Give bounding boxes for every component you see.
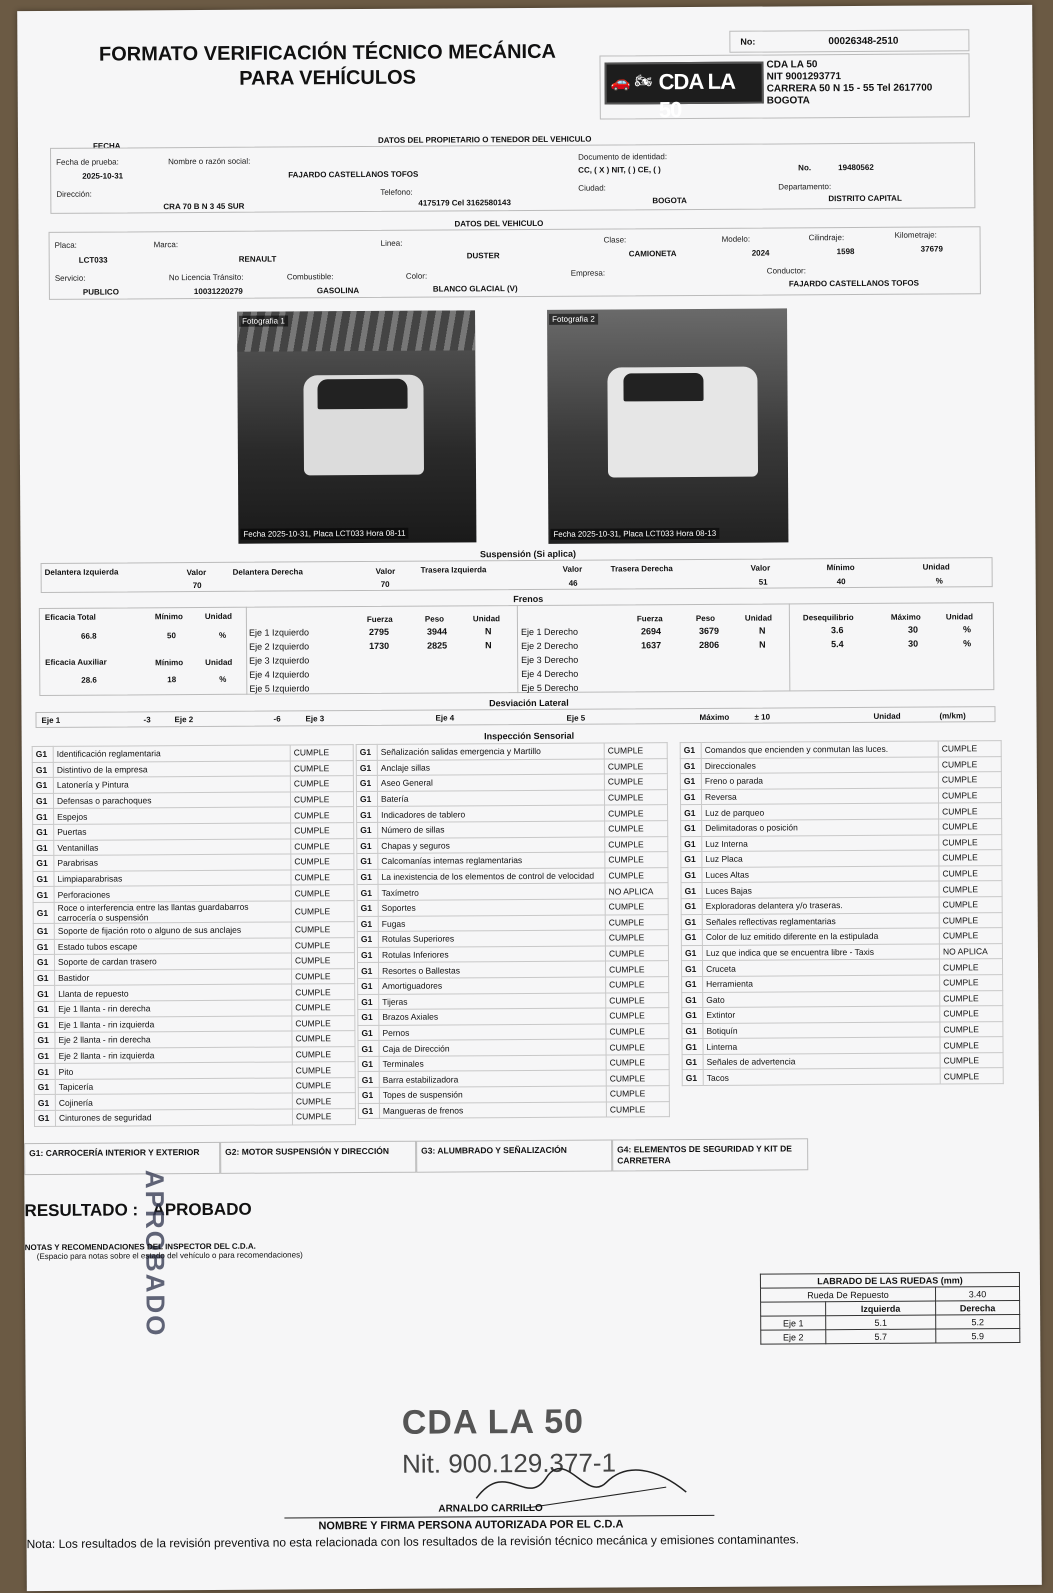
inspection-row bbox=[357, 867, 668, 884]
inspection-g: G1 bbox=[357, 916, 378, 932]
inspection-g: G1 bbox=[34, 1079, 55, 1095]
inspection-row bbox=[358, 1086, 669, 1103]
inspection-g: G1 bbox=[33, 809, 54, 825]
inspection-item: Color de luz emitido diferente en la estipulada bbox=[702, 928, 939, 945]
inspection-row bbox=[357, 805, 668, 822]
group-legend-g3: G3: ALUMBRADO Y SEÑALIZACIÓN bbox=[416, 1140, 612, 1173]
inspection-res: CUMPLE bbox=[940, 975, 1003, 991]
inspection-res: CUMPLE bbox=[605, 867, 668, 883]
inspection-g: G1 bbox=[33, 902, 54, 923]
inspection-form: FORMATO VERIFICACIÓN TÉCNICO MECÁNICA PARA VEHÍCULOS No: 00026348-2510 🚗 🏍 CDA LA 50 CDA LA 50 NIT 9001293771 CARRERA 50 N 15 - 55 Tel 2617700 BOGOTA FECHA DATOS DEL PROPIETARIO O TENEDOR DEL VEHICULO Fecha de prueba: 2025-10-31 Nombre o razón social: FAJARDO CASTELLANOS TOFOS Documento de identidad: CC, ( X ) NIT, ( ) CE, ( ) No. 19480562 Dirección: CRA 70 B N 3 45 SUR Telefono: 4175179 Cel 3162580143 Ciudad: BOGOTA Departamento: DISTRITO CAPITAL DATOS DEL VEHICULO Placa: LCT033 Marca: RENAULT Linea: DUSTER Clase: CAMIONETA Modelo: 2024 Cilindraje: 1598 Kilometraje: 37679 Servicio: PUBLICO No Licencia Tránsito: 10031220279 Combustible: GASOLINA Color: BLANCO GLACIAL (V) Empresa: Conductor: FAJARDO CASTELLANOS TOFOS Fotografia 1 Fecha 2025-10-31, Placa LCT033 Hora 08-11 Fotografia 2 Fecha 2025-10-31, Placa LCT033 Hora 08-13 Suspensión (Si aplica) Delantera Izquierda Valor 70 Delantera Derecha Valor 70 Trasera Izquierda Valor 46 Trasera Derecha Valor 51 Mínimo 40 Unidad % Frenos Eficacia Total Mínimo Unidad 66.8 50 % Eficacia Auxiliar Mínimo Unidad 28.6 18 % Fuerza Peso Unidad Fuerza Peso Unidad Desequilibrio Máximo Unidad Eje 1 Izquierdo 2795 3944 N Eje 2 Izquierdo 1730 2825 N Eje 3 Izquierdo Eje 4 Izquierdo Eje 5 Izquierdo Eje 1 Derecho 2694 3679 N 3.6 30 % Eje 2 Derecho 1637 2806 N 5.4 30 % Eje 3 Derecho Eje 4 Derecho Eje 5 Derecho Desviación Lateral Eje 1 -3 Eje 2 -6 Eje 3 Eje 4 Eje 5 Máximo ± 10 Unidad (m/km) Inspección Sensorial G1 Identificación reglamentaria CUMPLE G1 Distintivo de la empresa CUMPLE G1 Latonería y Pintura CUMPLE G1 Defensas o parachoques CUMPLE G1 Espejos CUMPLE G1 Puertas CUMPLE G1 Ventanillas CUMPLE G1 Parabrisas CUMPLE G1 Limpiaparabrisas CUMPLE G1 Perforaciones CUMPLE G1 Roce o interferencia entre las llantas guardabarros carrocería o suspensión CUMPLE G1 Soporte de fijación roto o alguno de sus anclajes CUMPLE G1 Estado tubos escape CUMPLE G1 Soporte de cardan trasero CUMPLE G1 Bastidor CUMPLE G1 Llanta de repuesto CUMPLE G1 Eje 1 llanta - rin derecha CUMPLE G1 Eje 1 llanta - rin izquierda CUMPLE G1 Eje 2 llanta - rin derecha CUMPLE G1 Eje 2 llanta - rin izquierda CUMPLE G1 Pito CUMPLE G1 Tapicería CUMPLE G1 Cojinería CUMPLE G1 Cinturones de seguridad CUMPLE G1 Señalización salidas emergencia y Martillo CUMPLE G1 Anclaje sillas CUMPLE G1 Aseo General CUMPLE G1 Batería CUMPLE G1 Indicadores de tablero CUMPLE G1 Número de sillas CUMPLE G1 Chapas y seguros CUMPLE G1 Calcomanías internas reglamentarias CUMPLE G1 La inexistencia de los elementos de control de velocidad CUMPLE G1 Taxímetro NO APLICA G1 Soportes CUMPLE G1 Fugas CUMPLE G1 Rotulas Superiores CUMPLE G1 Rotulas Inferiores CUMPLE G1 Resortes o Ballestas CUMPLE G1 Amortiguadores CUMPLE G1 Tijeras CUMPLE G1 Brazos Axiales CUMPLE G1 Pernos CUMPLE G1 Caja de Dirección CUMPLE G1 Terminales CUMPLE G1 Barra estabilizadora CUMPLE G1 Topes de suspensión CUMPLE G1 Mangueras de frenos CUMPLE G1 Comandos que encienden y conmutan las luces. CUMPLE G1 Direccionales CUMPLE G1 Freno o parada CUMPLE G1 Reversa CUMPLE G1 Luz de parqueo CUMPLE G1 Delimitadoras o posición CUMPLE G1 Luz Interna CUMPLE G1 Luz Placa CUMPLE G1 Luces Altas CUMPLE G1 Luces Bajas CUMPLE G1 Exploradoras delantera y/o traseras. CUMPLE G1 Señales reflectivas reglamentarias CUMPLE G1 Color de luz emitido diferente en la estipulada CUMPLE G1 Luz que indica que se encuentra libre - Taxis NO APLICA G1 Cruceta CUMPLE G1 Herramienta CUMPLE G1 Gato CUMPLE G1 Extintor CUMPLE G1 Botiquín CUMPLE G1 Linterna CUMPLE G1 Señales de advertencia CUMPLE G1 Tacos CUMPLE G1: CARROCERÍA INTERIOR Y EXTERIOR G2: MOTOR SUSPENSIÓN Y DIRECCIÓN G3: ALUMBRADO Y SEÑALIZACIÓN G4: ELEMENTOS DE SEGURIDAD Y KIT DE CARRETERA RESULTADO : APROBADO APROBADO NOTAS Y RECOMENDACIONES DEL INSPECTOR DEL C.D.A. (Espacio para notas sobre el estado del vehículo o para recomendaciones) LABRADO DE LAS RUEDAS (mm) Rueda De Repuesto 3.40 Izquierda Derecha Eje 1 5.1 5.2 Eje 2 5.7 5.9 CDA LA 50 Nit. 900.129.377-1 ARNALDO CARRILLO NOMBRE Y FIRMA PERSONA AUTORIZADA POR EL C.D.A Nota: Los resultados de la revisión preventiva no esta relacionada con los resultados de la revisión técnico mecánica y emisiones contaminantes. bbox=[17, 5, 1042, 1591]
inspection-item: Cinturones de seguridad bbox=[55, 1109, 292, 1126]
inspection-item: Ventanillas bbox=[54, 839, 291, 856]
inspection-row bbox=[356, 743, 667, 760]
inspection-res: CUMPLE bbox=[292, 1093, 355, 1109]
brakes-right-rows: Eje 1 Derecho 2694 3679 N 3.6 30 % Eje 2 Derecho 1637 2806 N 5.4 30 % Eje 3 Derecho Eje 4 Derecho Eje 5 Derecho bbox=[520, 624, 972, 694]
inspection-item: Amortiguadores bbox=[379, 977, 606, 994]
inspection-item: Resortes o Ballestas bbox=[379, 961, 606, 978]
inspection-g: G1 bbox=[681, 820, 702, 836]
inspection-g: G1 bbox=[680, 758, 701, 774]
inspection-item: Luz que indica que se encuentra libre - Taxis bbox=[702, 944, 939, 961]
inspection-item: La inexistencia de los elementos de control de velocidad bbox=[378, 868, 605, 885]
group-legend-g2: G2: MOTOR SUSPENSIÓN Y DIRECCIÓN bbox=[220, 1141, 416, 1174]
inspection-res: CUMPLE bbox=[291, 823, 354, 839]
inspection-res: CUMPLE bbox=[938, 741, 1001, 757]
inspection-item: Eje 1 llanta - rin izquierda bbox=[55, 1015, 292, 1032]
inspection-g: G1 bbox=[682, 1008, 703, 1024]
inspection-item: Tijeras bbox=[379, 993, 606, 1010]
inspection-g: G1 bbox=[681, 914, 702, 930]
inspection-g: G1 bbox=[358, 1041, 379, 1057]
inspection-res: CUMPLE bbox=[938, 772, 1001, 788]
footer-note: Nota: Los resultados de la revisión preventiva no esta relacionada con los resultados de la revisión técnico mecánica y emisiones contaminantes. bbox=[26, 1532, 800, 1552]
inspection-res: CUMPLE bbox=[291, 854, 354, 870]
inspection-res: CUMPLE bbox=[939, 897, 1002, 913]
inspection-g: G1 bbox=[34, 1017, 55, 1033]
inspection-res: CUMPLE bbox=[939, 928, 1002, 944]
inspection-res: CUMPLE bbox=[291, 901, 354, 922]
inspection-g: G1 bbox=[681, 945, 702, 961]
inspection-item: Anclaje sillas bbox=[377, 759, 604, 776]
inspection-item: Estado tubos escape bbox=[54, 937, 291, 954]
brakes-title: Frenos bbox=[513, 593, 544, 605]
inspection-item: Llanta de repuesto bbox=[55, 984, 292, 1001]
inspection-g: G1 bbox=[681, 883, 702, 899]
inspection-row bbox=[33, 901, 354, 924]
inspection-res: CUMPLE bbox=[940, 1006, 1003, 1022]
inspection-res: CUMPLE bbox=[291, 838, 354, 854]
inspection-item: Eje 2 llanta - rin izquierda bbox=[55, 1047, 292, 1064]
inspection-res: CUMPLE bbox=[290, 760, 353, 776]
inspection-g: G1 bbox=[33, 871, 54, 887]
inspection-item: Distintivo de la empresa bbox=[53, 761, 290, 778]
inspection-item: Bastidor bbox=[55, 969, 292, 986]
inspection-g: G1 bbox=[358, 994, 379, 1010]
inspection-g: G1 bbox=[358, 1087, 379, 1103]
inspection-g: G1 bbox=[680, 789, 701, 805]
inspection-res: CUMPLE bbox=[290, 776, 353, 792]
inspection-row bbox=[358, 977, 669, 994]
inspection-row bbox=[357, 852, 668, 869]
inspection-g: G1 bbox=[34, 1064, 55, 1080]
inspection-res: CUMPLE bbox=[939, 881, 1002, 897]
inspection-res: CUMPLE bbox=[292, 1077, 355, 1093]
inspection-g: G1 bbox=[357, 869, 378, 885]
inspection-res: CUMPLE bbox=[291, 885, 354, 901]
inspection-row bbox=[358, 1101, 669, 1118]
inspection-res: CUMPLE bbox=[939, 834, 1002, 850]
inspection-row bbox=[358, 1023, 669, 1040]
inspection-row bbox=[357, 914, 668, 931]
inspection-item: Aseo General bbox=[377, 774, 604, 791]
inspection-res: CUMPLE bbox=[939, 959, 1002, 975]
inspection-g: G1 bbox=[682, 992, 703, 1008]
inspection-g: G1 bbox=[33, 923, 54, 939]
inspection-item: Indicadores de tablero bbox=[378, 805, 605, 822]
inspection-g: G1 bbox=[33, 856, 54, 872]
brakes-left-rows: Eje 1 Izquierdo 2795 3944 N Eje 2 Izquierdo 1730 2825 N Eje 3 Izquierdo Eje 4 Izquierdo Eje 5 Izquierdo bbox=[248, 626, 492, 694]
inspection-g: G1 bbox=[356, 776, 377, 792]
inspection-res: NO APLICA bbox=[939, 943, 1002, 959]
inspection-res: CUMPLE bbox=[939, 850, 1002, 866]
inspection-g: G1 bbox=[681, 836, 702, 852]
inspection-res: CUMPLE bbox=[606, 1023, 669, 1039]
inspection-item: Batería bbox=[377, 790, 604, 807]
brake-efficiency-aux: 28.6 bbox=[81, 675, 97, 685]
inspection-g: G1 bbox=[357, 838, 378, 854]
inspection-res: CUMPLE bbox=[292, 1062, 355, 1078]
inspection-g: G1 bbox=[681, 961, 702, 977]
inspection-g: G1 bbox=[34, 1001, 55, 1017]
inspection-g: G1 bbox=[33, 939, 54, 955]
inspection-row bbox=[356, 789, 667, 806]
inspection-g: G1 bbox=[681, 898, 702, 914]
company-logo: 🚗 🏍 CDA LA 50 bbox=[605, 62, 764, 105]
inspection-res: CUMPLE bbox=[291, 807, 354, 823]
inspection-res: CUMPLE bbox=[292, 1046, 355, 1062]
inspection-res: CUMPLE bbox=[605, 821, 668, 837]
inspection-item: Botiquín bbox=[703, 1022, 940, 1039]
inspection-g: G1 bbox=[680, 774, 701, 790]
vehicle-photo-front: Fotografia 1 Fecha 2025-10-31, Placa LCT033 Hora 08-11 bbox=[237, 310, 476, 543]
inspection-row bbox=[358, 1008, 669, 1025]
inspection-row bbox=[356, 774, 667, 791]
inspection-item: Señales reflectivas reglamentarias bbox=[702, 913, 939, 930]
inspection-item: Pernos bbox=[379, 1024, 606, 1041]
inspection-res: CUMPLE bbox=[604, 743, 667, 759]
inspection-item: Eje 1 llanta - rin derecha bbox=[55, 1000, 292, 1017]
inspection-g: G1 bbox=[32, 762, 53, 778]
inspection-item: Chapas y seguros bbox=[378, 837, 605, 854]
inspection-item: Latonería y Pintura bbox=[53, 776, 290, 793]
inspection-g: G1 bbox=[682, 1039, 703, 1055]
inspection-item: Soportes bbox=[378, 899, 605, 916]
inspection-res: CUMPLE bbox=[292, 1109, 355, 1125]
inspection-g: G1 bbox=[680, 742, 701, 758]
inspection-item: Fugas bbox=[378, 915, 605, 932]
owner-name: FAJARDO CASTELLANOS TOFOS bbox=[288, 169, 419, 180]
inspection-res: CUMPLE bbox=[605, 899, 668, 915]
inspection-item: Cojinería bbox=[55, 1093, 292, 1110]
inspection-row bbox=[358, 992, 669, 1009]
company-box bbox=[599, 53, 969, 123]
inspection-row bbox=[357, 883, 668, 900]
inspection-g: G1 bbox=[681, 930, 702, 946]
inspection-column-3 bbox=[680, 740, 1004, 1086]
inspection-item: Parabrisas bbox=[54, 854, 291, 871]
inspection-row bbox=[357, 930, 668, 947]
owner-section-title: DATOS DEL PROPIETARIO O TENEDOR DEL VEHICULO bbox=[377, 134, 592, 145]
inspection-g: G1 bbox=[34, 1110, 55, 1126]
inspection-g: G1 bbox=[357, 807, 378, 823]
inspection-item: Espejos bbox=[54, 807, 291, 824]
inspection-res: CUMPLE bbox=[606, 1008, 669, 1024]
inspection-res: CUMPLE bbox=[605, 930, 668, 946]
inspection-item: Comandos que encienden y conmutan las luces. bbox=[701, 741, 938, 758]
inspection-g: G1 bbox=[358, 1072, 379, 1088]
inspection-item: Rotulas Superiores bbox=[378, 930, 605, 947]
car-icon: 🚗 bbox=[610, 74, 631, 92]
inspection-g: G1 bbox=[682, 976, 703, 992]
inspection-res: CUMPLE bbox=[291, 953, 354, 969]
inspection-item: Terminales bbox=[379, 1055, 606, 1072]
result-value: APROBADO bbox=[152, 1199, 252, 1220]
inspection-res: CUMPLE bbox=[940, 1052, 1003, 1068]
inspection-item: Luz Interna bbox=[702, 835, 939, 852]
inspection-res: CUMPLE bbox=[606, 992, 669, 1008]
inspection-column-2 bbox=[356, 742, 670, 1119]
inspection-row bbox=[358, 1055, 669, 1072]
inspection-g: G1 bbox=[681, 867, 702, 883]
inspection-res: CUMPLE bbox=[605, 914, 668, 930]
inspection-res: CUMPLE bbox=[291, 869, 354, 885]
inspection-item: Soporte de fijación roto o alguno de sus anclajes bbox=[54, 922, 291, 939]
form-title: FORMATO VERIFICACIÓN TÉCNICO MECÁNICA PARA VEHÍCULOS bbox=[98, 40, 557, 90]
plate-value: LCT033 bbox=[78, 255, 108, 265]
inspection-res: CUMPLE bbox=[939, 912, 1002, 928]
inspection-item: Roce o interferencia entre las llantas guardabarros carrocería o suspensión bbox=[54, 901, 291, 923]
inspection-item: Perforaciones bbox=[54, 885, 291, 902]
inspection-g: G1 bbox=[33, 955, 54, 971]
inspection-g: G1 bbox=[34, 1032, 55, 1048]
inspection-res: CUMPLE bbox=[290, 791, 353, 807]
inspection-res: CUMPLE bbox=[940, 1037, 1003, 1053]
sensory-inspection-title: Inspección Sensorial bbox=[484, 730, 575, 742]
inspection-res: NO APLICA bbox=[605, 883, 668, 899]
inspection-g: G1 bbox=[358, 1056, 379, 1072]
inspection-res: CUMPLE bbox=[605, 945, 668, 961]
inspection-item: Tacos bbox=[703, 1068, 940, 1085]
inspection-g: G1 bbox=[358, 978, 379, 994]
inspection-row bbox=[358, 1070, 669, 1087]
inspection-item: Exploradoras delantera y/o traseras. bbox=[702, 897, 939, 914]
inspection-item: Luz Placa bbox=[702, 850, 939, 867]
inspection-res: CUMPLE bbox=[604, 758, 667, 774]
inspection-item: Número de sillas bbox=[378, 821, 605, 838]
inspection-res: CUMPLE bbox=[292, 984, 355, 1000]
inspection-g: G1 bbox=[34, 970, 55, 986]
inspection-g: G1 bbox=[33, 840, 54, 856]
inspection-g: G1 bbox=[681, 852, 702, 868]
form-number-box: No: 00026348-2510 bbox=[729, 29, 969, 52]
inspection-item: Linterna bbox=[703, 1037, 940, 1054]
inspection-item: Herramienta bbox=[703, 975, 940, 992]
inspection-res: CUMPLE bbox=[604, 789, 667, 805]
inspection-g: G1 bbox=[682, 1070, 703, 1086]
inspection-item: Mangueras de frenos bbox=[379, 1102, 606, 1119]
vehicle-photo-rear: Fotografia 2 Fecha 2025-10-31, Placa LCT033 Hora 08-13 bbox=[547, 308, 788, 543]
inspection-g: G1 bbox=[358, 1103, 379, 1119]
inspection-g: G1 bbox=[34, 1048, 55, 1064]
inspection-item: Luces Bajas bbox=[702, 881, 939, 898]
form-number: 00026348-2510 bbox=[828, 35, 899, 48]
inspection-item: Rotulas Inferiores bbox=[378, 946, 605, 963]
inspection-item: Taxímetro bbox=[378, 883, 605, 900]
inspection-item: Limpiaparabrisas bbox=[54, 870, 291, 887]
inspection-g: G1 bbox=[358, 1010, 379, 1026]
inspection-item: Extintor bbox=[703, 1006, 940, 1023]
lateral-deviation-title: Desviación Lateral bbox=[489, 697, 569, 709]
inspection-item: Luces Altas bbox=[702, 866, 939, 883]
inspection-column-1 bbox=[32, 744, 356, 1127]
inspection-row bbox=[34, 1109, 355, 1127]
inspection-res: CUMPLE bbox=[940, 1068, 1003, 1084]
inspection-item: Caja de Dirección bbox=[379, 1039, 606, 1056]
inspection-res: CUMPLE bbox=[606, 1086, 669, 1102]
inspection-g: G1 bbox=[357, 854, 378, 870]
group-legend-g4: G4: ELEMENTOS DE SEGURIDAD Y KIT DE CARRETERA bbox=[612, 1138, 808, 1171]
inspection-item: Puertas bbox=[54, 823, 291, 840]
group-legend-g1: G1: CARROCERÍA INTERIOR Y EXTERIOR bbox=[24, 1142, 220, 1175]
brake-efficiency-total: 66.8 bbox=[80, 631, 97, 641]
suspension-title: Suspensión (Si aplica) bbox=[479, 548, 577, 560]
inspection-item: Identificación reglamentaria bbox=[53, 745, 290, 762]
inspection-res: CUMPLE bbox=[605, 836, 668, 852]
inspection-row bbox=[356, 758, 667, 775]
inspection-res: CUMPLE bbox=[606, 977, 669, 993]
inspection-item: Barra estabilizadora bbox=[379, 1071, 606, 1088]
inspection-g: G1 bbox=[33, 824, 54, 840]
inspection-g: G1 bbox=[356, 791, 377, 807]
inspection-g: G1 bbox=[32, 793, 53, 809]
inspection-g: G1 bbox=[682, 1023, 703, 1039]
inspection-res: CUMPLE bbox=[292, 1015, 355, 1031]
inspection-row bbox=[357, 821, 668, 838]
inspection-row bbox=[358, 961, 669, 978]
inspection-res: CUMPLE bbox=[290, 745, 353, 761]
inspection-res: CUMPLE bbox=[292, 968, 355, 984]
inspection-g: G1 bbox=[357, 822, 378, 838]
inspection-res: CUMPLE bbox=[605, 961, 668, 977]
inspection-g: G1 bbox=[358, 963, 379, 979]
inspection-res: CUMPLE bbox=[606, 1055, 669, 1071]
inspection-item: Defensas o parachoques bbox=[53, 792, 290, 809]
inspection-item: Freno o parada bbox=[701, 772, 938, 789]
inspection-res: CUMPLE bbox=[291, 937, 354, 953]
inspection-res: CUMPLE bbox=[940, 990, 1003, 1006]
inspection-item: Reversa bbox=[701, 788, 938, 805]
inspection-g: G1 bbox=[357, 947, 378, 963]
inspection-res: CUMPLE bbox=[606, 1070, 669, 1086]
inspection-item: Delimitadoras o posición bbox=[702, 819, 939, 836]
inspection-g: G1 bbox=[356, 744, 377, 760]
inspection-g: G1 bbox=[357, 932, 378, 948]
approved-stamp: APROBADO bbox=[139, 1169, 171, 1338]
inspection-item: Eje 2 llanta - rin derecha bbox=[55, 1031, 292, 1048]
inspection-item: Soporte de cardan trasero bbox=[54, 953, 291, 970]
inspection-g: G1 bbox=[681, 805, 702, 821]
inspection-res: CUMPLE bbox=[939, 865, 1002, 881]
inspection-item: Direccionales bbox=[701, 757, 938, 774]
inspection-item: Luz de parqueo bbox=[702, 803, 939, 820]
inspection-res: CUMPLE bbox=[606, 1039, 669, 1055]
inspection-g: G1 bbox=[682, 1054, 703, 1070]
inspection-g: G1 bbox=[34, 986, 55, 1002]
inspection-item: Pito bbox=[55, 1062, 292, 1079]
motorcycle-icon: 🏍 bbox=[634, 72, 653, 89]
inspection-g: G1 bbox=[32, 778, 53, 794]
inspection-res: CUMPLE bbox=[292, 999, 355, 1015]
inspection-item: Brazos Axiales bbox=[379, 1008, 606, 1025]
inspection-res: CUMPLE bbox=[938, 756, 1001, 772]
inspection-res: CUMPLE bbox=[604, 774, 667, 790]
inspection-row bbox=[357, 899, 668, 916]
inspection-g: G1 bbox=[34, 1095, 55, 1111]
tire-tread-table: LABRADO DE LAS RUEDAS (mm) Rueda De Repuesto 3.40 Izquierda Derecha Eje 1 5.1 5.2 Eje 2 5.7 5.9 bbox=[760, 1272, 1020, 1345]
inspection-g: G1 bbox=[32, 746, 53, 762]
inspection-row bbox=[358, 1039, 669, 1056]
inspection-res: CUMPLE bbox=[605, 852, 668, 868]
inspection-g: G1 bbox=[357, 885, 378, 901]
vehicle-section-title: DATOS DEL VEHICULO bbox=[454, 218, 544, 229]
inspection-g: G1 bbox=[358, 1025, 379, 1041]
inspection-res: CUMPLE bbox=[291, 922, 354, 938]
inspection-g: G1 bbox=[356, 760, 377, 776]
inspection-item: Tapicería bbox=[55, 1078, 292, 1095]
inspection-res: CUMPLE bbox=[939, 819, 1002, 835]
inspection-item: Cruceta bbox=[702, 959, 939, 976]
inspection-res: CUMPLE bbox=[605, 805, 668, 821]
inspection-row bbox=[682, 1068, 1003, 1086]
inspection-res: CUMPLE bbox=[938, 787, 1001, 803]
inspection-item: Señalización salidas emergencia y Martillo bbox=[377, 743, 604, 760]
inspection-res: CUMPLE bbox=[940, 1021, 1003, 1037]
inspection-g: G1 bbox=[357, 900, 378, 916]
cda-stamp: CDA LA 50 bbox=[401, 1402, 585, 1442]
company-info: CDA LA 50 NIT 9001293771 CARRERA 50 N 15 - 55 Tel 2617700 BOGOTA bbox=[766, 59, 933, 107]
inspection-res: CUMPLE bbox=[939, 803, 1002, 819]
inspection-res: CUMPLE bbox=[292, 1031, 355, 1047]
inspection-item: Calcomanías internas reglamentarias bbox=[378, 852, 605, 869]
inspection-res: CUMPLE bbox=[606, 1101, 669, 1117]
inspection-row bbox=[357, 836, 668, 853]
inspection-row bbox=[357, 945, 668, 962]
inspection-item: Topes de suspensión bbox=[379, 1086, 606, 1103]
inspection-item: Gato bbox=[703, 990, 940, 1007]
inspection-g: G1 bbox=[33, 887, 54, 903]
inspection-item: Señales de advertencia bbox=[703, 1053, 940, 1070]
